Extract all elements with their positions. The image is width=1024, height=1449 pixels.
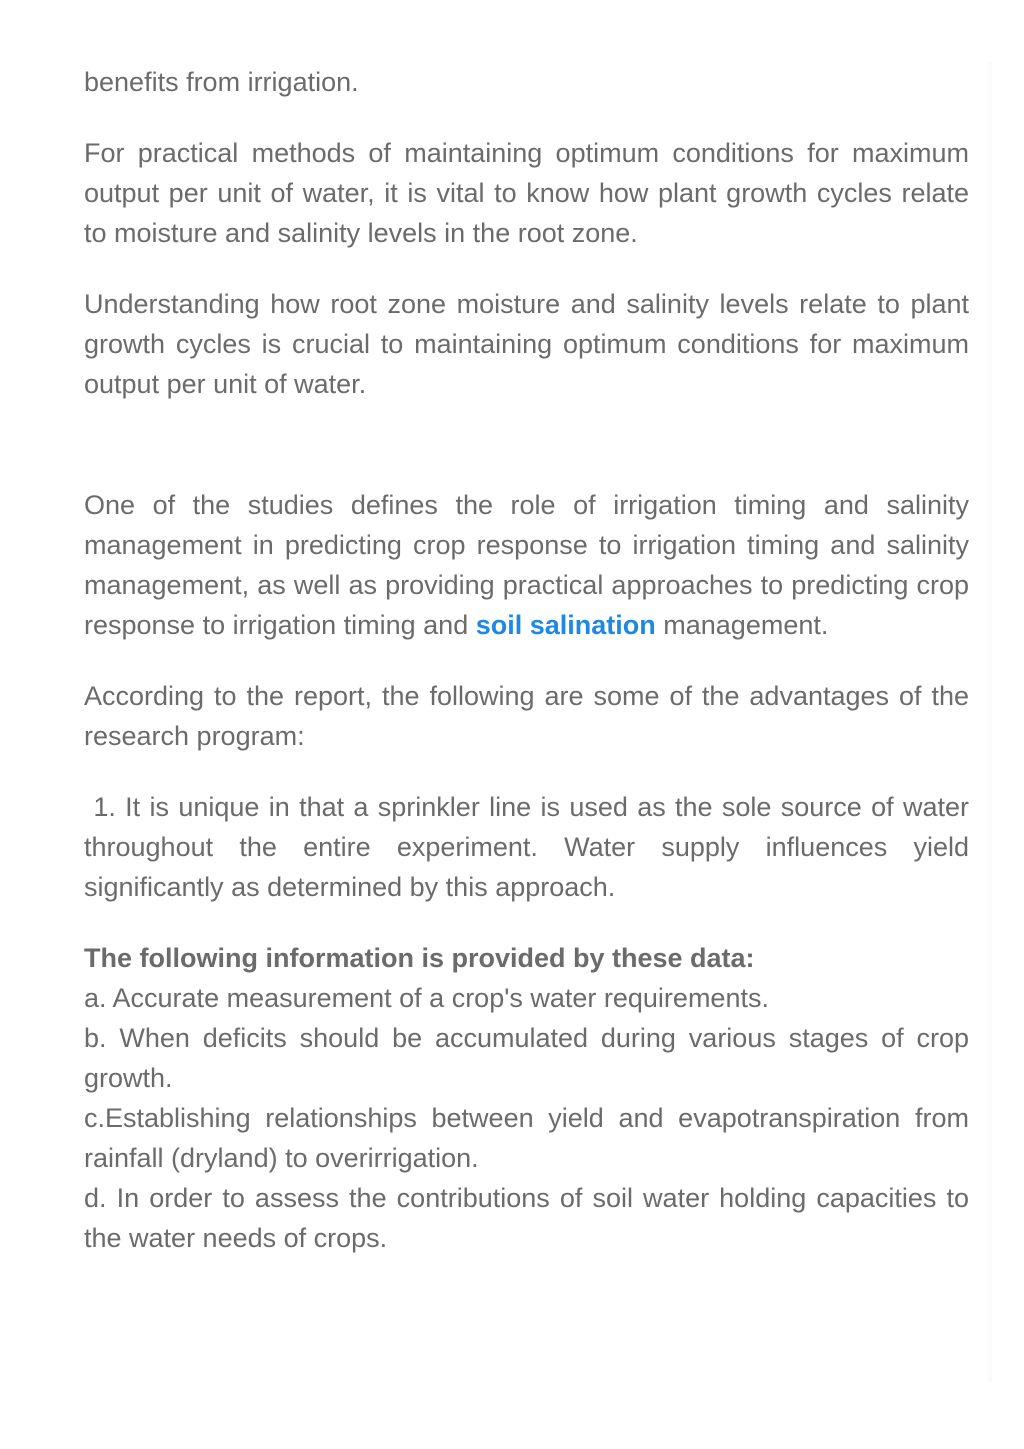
list-item: d. In order to assess the contributions of soil water holding capacities to the water needs of crops. [84, 1183, 969, 1253]
data-information-block [84, 938, 969, 1258]
paragraph-studies-tail: management. [655, 610, 829, 640]
paragraph-point-one: 1. It is unique in that a sprinkler line is used as the sole source of water throughout the entire experiment. Water supply influences yield significantly as determined by this approach. [84, 792, 977, 902]
paragraph-studies-text: One of the studies defines the role of irrigation timing and salinity management in predicting crop response to irrigation timing and salinity management, as well as providing practical approaches to predicting crop response to irrigation timing and [84, 490, 969, 640]
soil-salination-link[interactable]: soil salination [475, 610, 656, 640]
list-item: b. When deficits should be accumulated during various stages of crop growth. [84, 1023, 969, 1093]
list-item: c.Establishing relationships between yield and evapotranspiration from rainfall (dryland) to overirrigation. [84, 1103, 969, 1173]
paragraph-practical-methods: For practical methods of maintaining optimum conditions for maximum output per unit of water, it is vital to know how plant growth cycles relate to moisture and salinity levels in the root zone. [84, 138, 969, 248]
paragraph-studies [84, 485, 969, 645]
paragraph-benefits: benefits from irrigation. [84, 67, 359, 97]
article-body [84, 62, 977, 1258]
list-item: a. Accurate measurement of a crop's water requirements. [84, 983, 769, 1013]
blank-space [84, 404, 969, 485]
paragraph-understanding: Understanding how root zone moisture and salinity levels relate to plant growth cycles is crucial to maintaining optimum conditions for maximum output per unit of water. [84, 289, 969, 399]
data-heading: The following information is provided by these data: [84, 943, 755, 973]
paragraph-report: According to the report, the following are some of the advantages of the research program: [84, 681, 969, 751]
